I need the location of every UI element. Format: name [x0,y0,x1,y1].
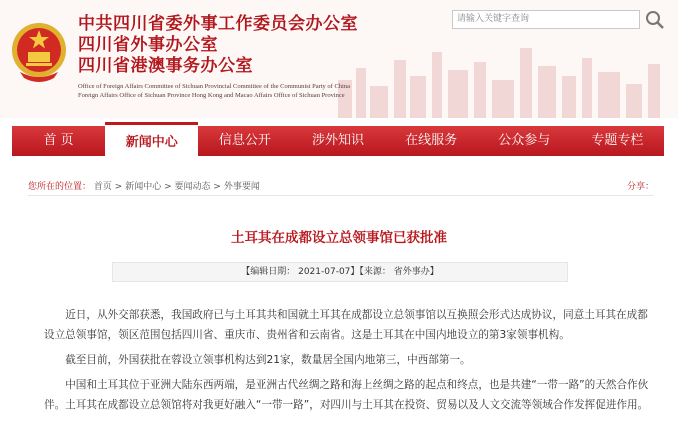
site-title-en-line-1: Office of Foreign Affairs Committee of Sichuan Provincial Committee of the Communist Party of China [78,83,350,90]
article-title: 土耳其在成都设立总领事馆已获批准 [231,230,447,246]
nav-item-info-disclosure[interactable]: 信息公开 [218,133,271,148]
site-title-en-line-2: Foreign Affairs Office of Sichuan Province Hong Kong and Macao Affairs Office of Sichuan Province [78,92,345,99]
breadcrumb-item-foreign-news[interactable]: 外事要闻 [223,182,260,192]
article-paragraph-1: 近日，从外交部获悉，我国政府已与土耳其共和国就土耳其在成都设立总领事馆以互换照会形式达成协议，同意土耳其在成都设立总领事馆，领区范围包括四川省、重庆市、贵州省和云南省。这是土耳其在中国内地设立的第3家领事机构。 [44,309,648,341]
breadcrumb-prefix: 您所在的位置： [28,182,92,192]
share-label[interactable]: 分享： [626,182,654,192]
article-meta: 【编辑日期： 2021-07-07】【来源： 省外事办】 [112,262,568,282]
nav-item-public-participation[interactable]: 公众参与 [498,133,551,148]
site-title-line-2: 四川省外事办公室 [78,35,218,55]
site-title-line-3: 四川省港澳事务办公室 [78,56,253,76]
nav-item-foreign-knowledge[interactable]: 涉外知识 [311,133,364,148]
article-paragraph-2: 截至目前，外国获批在蓉设立领事机构达到21家，数量居全国内地第三，中西部第一。 [65,354,471,366]
nav-item-special-topics[interactable]: 专题专栏 [591,133,644,148]
breadcrumb-item-home[interactable]: 首页 [93,182,112,192]
breadcrumb-separator: > [213,182,221,192]
breadcrumb [28,178,654,196]
nav-item-news-center[interactable]: 新闻中心 [105,122,198,156]
main-nav [12,126,664,156]
article-body [44,305,656,420]
article-paragraph-3: 中国和土耳其位于亚洲大陆东西两端，是亚洲古代丝绸之路和海上丝绸之路的起点和终点，也是共建“一带一路”的天然合作伙伴。土耳其在成都设立总领馆将对我更好融入“一带一路”，对四川与土耳其在投资、贸易以及人文交流等领域合作发挥促进作用。 [44,379,649,411]
nav-item-online-service[interactable]: 在线服务 [405,133,458,148]
breadcrumb-item-news-center[interactable]: 新闻中心 [125,182,162,192]
nav-item-home[interactable]: 首 页 [43,133,74,148]
site-title-line-1: 中共四川省委外事工作委员会办公室 [78,14,358,34]
search-input[interactable]: 请输入关键字查询 [452,10,640,29]
search-icon[interactable] [644,9,666,31]
site-header [0,0,678,118]
national-emblem-icon [10,20,68,84]
breadcrumb-separator: > [114,182,123,192]
breadcrumb-separator: > [164,182,172,192]
breadcrumb-item-news[interactable]: 要闻动态 [174,182,211,192]
